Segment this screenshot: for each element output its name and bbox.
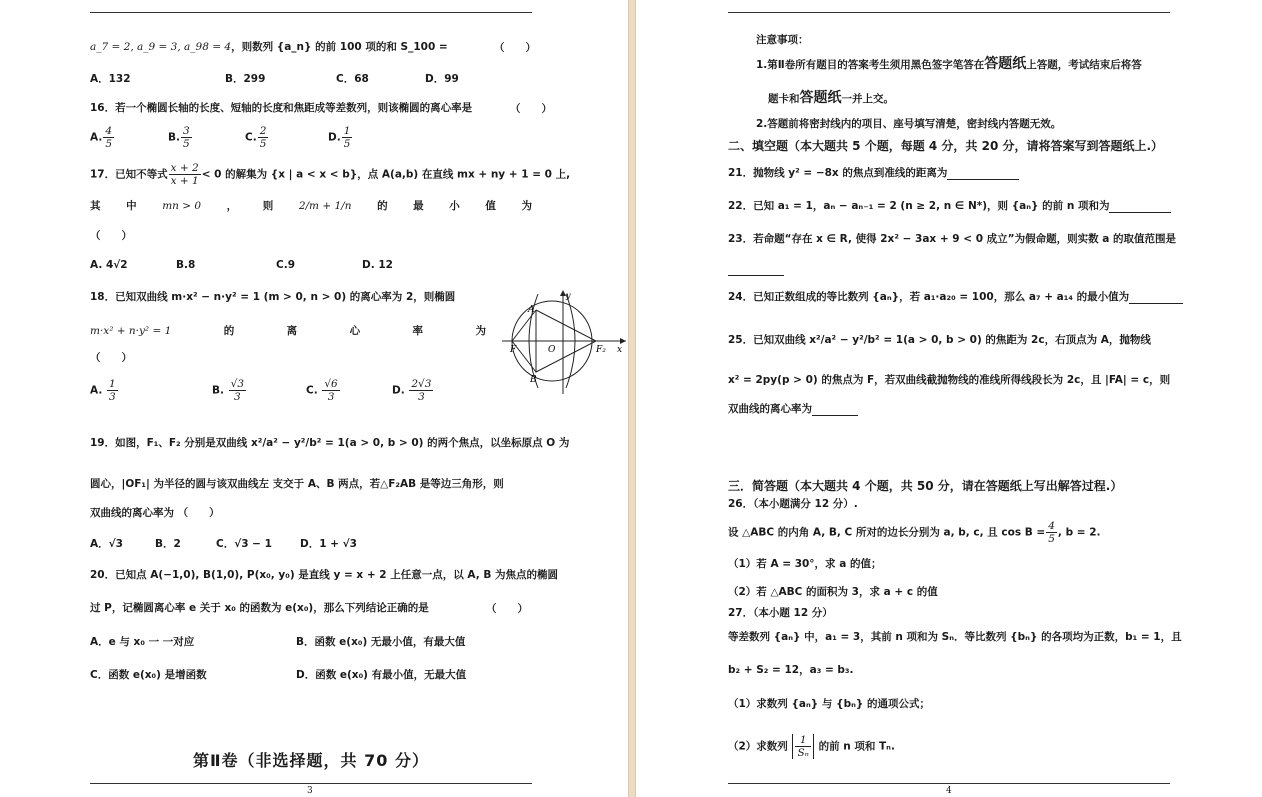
q15-option-d: D．99 xyxy=(425,73,459,85)
notice-1-cont: 题卡和答题纸一并上交。 xyxy=(768,90,894,106)
q25-line-1: 25．已知双曲线 x²/a² − y²/b² = 1(a > 0, b > 0) 的焦距为 2c，右顶点为 A，抛物线 xyxy=(728,334,1151,346)
q25-line-2: x² = 2py(p > 0) 的焦点为 F，若双曲线截抛物线的准线所得线段长为 2c，且 |FA| = c，则 xyxy=(728,374,1171,386)
q15-option-a: A．132 xyxy=(90,73,131,85)
q20-option-b: B．函数 e(x₀) 无最小值，有最大值 xyxy=(296,636,466,648)
page-number: 4 xyxy=(946,786,952,796)
q26-heading: 26．（本小题满分 12 分）. xyxy=(728,498,858,510)
q19-line-1: 19．如图，F₁、F₂ 分别是双曲线 x²/a² − y²/b² = 1(a > 0, b > 0) 的两个焦点，以坐标原点 O 为 xyxy=(90,437,570,449)
exam-page-4 xyxy=(636,0,1262,797)
answer-paren: （ ） xyxy=(510,103,552,115)
q24: 24．已知正数组成的等比数列 {aₙ}，若 a₁·a₂₀ = 100，那么 a₇ + a₁₄ 的最小值为 xyxy=(728,290,1183,304)
answer-paren: （ ） xyxy=(486,603,528,615)
q19-option-c: C．√3 − 1 xyxy=(216,538,272,550)
q26-part-2: （2）若 △ABC 的面积为 3，求 a + c 的值 xyxy=(728,586,938,598)
q19-line-2: 圆心，|OF₁| 为半径的圆与该双曲线左 支交于 A、B 两点，若△F₂AB 是等边三角形，则 xyxy=(90,478,504,490)
label-b: B xyxy=(530,375,537,385)
q16-option-b: B. $\frac{3}{5}$ xyxy=(168,125,190,150)
notice-2: 2.答题前将密封线内的项目、座号填写清楚，密封线内答题无效。 xyxy=(756,118,1062,130)
part2-title: 第Ⅱ卷（非选择题，共 70 分） xyxy=(193,751,429,770)
q15-option-b: B．299 xyxy=(225,73,266,85)
bottom-rule xyxy=(90,783,532,784)
label-f2: F₂ xyxy=(596,345,606,355)
q26-stem: 设 △ABC 的内角 A, B, C 所对的边长分别为 a, b, c, 且 cos B = $\frac{4}{5}$ , b = 2. xyxy=(728,520,1101,545)
label-a: A xyxy=(528,305,535,315)
label-f1: F xyxy=(510,345,517,355)
q27-part-2: （2）求数列 $\frac{1}{\text{Sₙ}}$ 的前 n 项和 Tₙ. xyxy=(728,734,895,759)
q18-line-1: 18．已知双曲线 m·x² − n·y² = 1 (m > 0, n > 0) 的离心率为 2，则椭圆 xyxy=(90,291,456,303)
q22: 22．已知 a₁ = 1，aₙ − aₙ₋₁ = 2 (n ≥ 2, n ∈ N*)，则 {aₙ} 的前 n 项和为 xyxy=(728,199,1171,213)
q21: 21．抛物线 y² = −8x 的焦点到准线的距离为 xyxy=(728,166,1019,180)
q17-line-2: 其 中 mn > 0 ， 则 2/m + 1/n 的 最 小 值 为 xyxy=(90,200,532,212)
q17-option-c: C.9 xyxy=(276,259,296,271)
q23-blank xyxy=(728,262,784,276)
exam-page-3 xyxy=(0,0,628,797)
page-number: 3 xyxy=(307,786,313,796)
q23: 23．若命题“存在 x ∈ R, 使得 2x² − 3ax + 9 < 0 成立”为假命题，则实数 a 的取值范围是 xyxy=(728,233,1176,245)
answer-paren: （ ） xyxy=(90,230,132,242)
answer-paren: （ ） xyxy=(494,42,536,54)
q16-option-d: D. $\frac{1}{5}$ xyxy=(328,125,351,150)
q27-part-1: （1）求数列 {aₙ} 与 {bₙ} 的通项公式； xyxy=(728,698,930,710)
q20-option-d: D．函数 e(x₀) 有最小值，无最大值 xyxy=(296,669,467,681)
notice-1: 1.第Ⅱ卷所有题目的答案考生须用黑色签字笔答在答题纸上答题，考试结束后将答 xyxy=(756,56,1142,72)
q18-option-a: A. $\frac{1}{3}$ xyxy=(90,378,116,403)
section-2-heading: 二、填空题（本大题共 5 个题，每题 4 分，共 20 分，请将答案写到答题纸上.） xyxy=(728,139,1164,153)
q18-line-2: m·x² + n·y² = 1 的 离 心 率 为 xyxy=(90,325,486,337)
q16-option-c: C. $\frac{2}{5}$ xyxy=(245,125,267,150)
q20-line-1: 20．已知点 A(−1,0), B(1,0), P(x₀, y₀) 是直线 y = x + 2 上任意一点，以 A, B 为焦点的椭圆 xyxy=(90,569,559,581)
q16-stem: 16．若一个椭圆长轴的长度、短轴的长度和焦距成等差数列，则该椭圆的离心率是 xyxy=(90,102,473,114)
top-rule xyxy=(728,12,1170,13)
section-3-heading: 三．简答题（本大题共 4 个题，共 50 分，请在答题纸上写出解答过程.） xyxy=(728,479,1123,493)
q20-line-2: 过 P，记椭圆离心率 e 关于 x₀ 的函数为 e(x₀)，那么下列结论正确的是 xyxy=(90,602,429,614)
label-y: y xyxy=(566,291,571,300)
q15-line: a_7 = 2, a_9 = 3, a_98 = 4，则数列 {a_n} 的前 100 项的和 S_100 = xyxy=(90,41,448,53)
q16-option-a: A. $\frac{4}{5}$ xyxy=(90,125,112,150)
q19-line-3: 双曲线的离心率为 （ ） xyxy=(90,507,220,519)
q25-line-3: 双曲线的离心率为 xyxy=(728,402,858,416)
label-x: x xyxy=(617,345,623,355)
q17-line-1: 17．已知不等式 $\frac{x + 2}{x + 1}$ < 0 的解集为 {x | a < x < b}，点 A(a,b) 在直线 mx + ny + 1 = 0 上, xyxy=(90,162,571,187)
q15-option-c: C．68 xyxy=(336,73,369,85)
x-axis-arrow xyxy=(620,338,626,344)
notice-title: 注意事项： xyxy=(756,34,809,46)
q27-line-2: b₂ + S₂ = 12，a₃ = b₃. xyxy=(728,664,854,676)
q26-part-1: （1）若 A = 30°，求 a 的值； xyxy=(728,558,882,570)
book-spine xyxy=(628,0,636,797)
q19-option-b: B．2 xyxy=(155,538,181,550)
hyperbola-diagram xyxy=(500,288,628,398)
q18-option-d: D. $\frac{2√3}{3}$ xyxy=(392,378,432,403)
q17-option-d: D. 12 xyxy=(362,259,393,271)
q17-option-a: A. 4√2 xyxy=(90,259,128,271)
bottom-rule xyxy=(728,783,1170,784)
q18-option-c: C. $\frac{√6}{3}$ xyxy=(306,378,338,403)
q18-option-b: B. $\frac{√3}{3}$ xyxy=(212,378,245,403)
q17-option-b: B.8 xyxy=(176,259,196,271)
label-o: O xyxy=(548,345,556,355)
q19-option-d: D．1 + √3 xyxy=(300,538,357,550)
q19-option-a: A．√3 xyxy=(90,538,123,550)
q20-option-a: A．e 与 x₀ 一 一对应 xyxy=(90,636,195,648)
q20-option-c: C．函数 e(x₀) 是增函数 xyxy=(90,669,207,681)
answer-paren: （ ） xyxy=(90,352,132,364)
q27-line-1: 等差数列 {aₙ} 中，a₁ = 3，其前 n 项和为 Sₙ．等比数列 {bₙ} 的各项均为正数，b₁ = 1，且 xyxy=(728,631,1182,643)
top-rule xyxy=(90,12,532,13)
q27-heading: 27．（本小题 12 分） xyxy=(728,607,833,619)
